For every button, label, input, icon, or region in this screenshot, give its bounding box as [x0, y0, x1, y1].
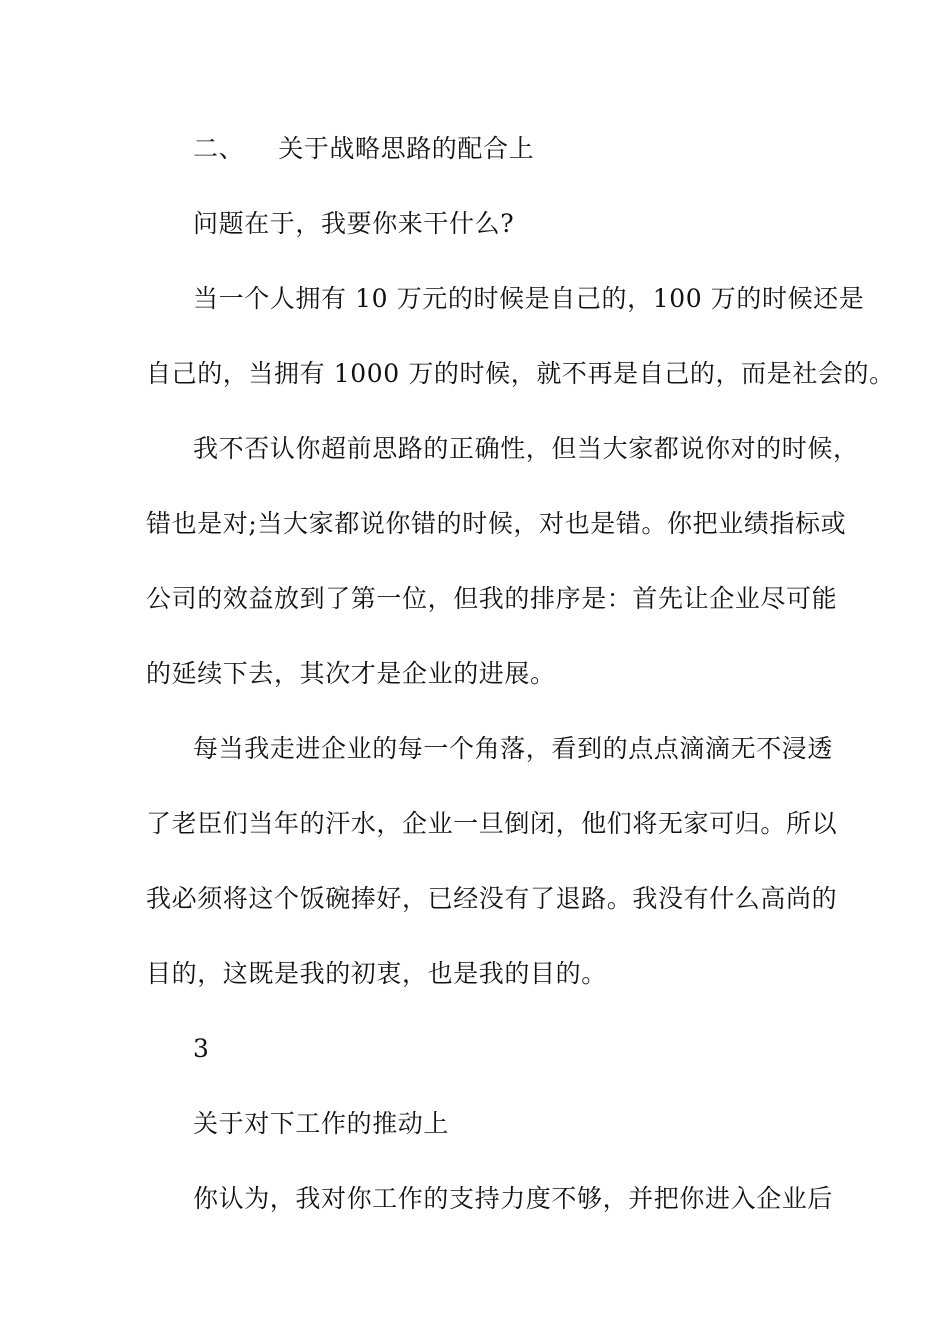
paragraph-line: 我必须将这个饭碗捧好，已经没有了退路。我没有什么高尚的: [146, 884, 838, 913]
paragraph-line: 当一个人拥有 10 万元的时候是自己的，100 万的时候还是: [193, 284, 865, 313]
section-heading: [193, 133, 534, 165]
paragraph-line: 每当我走进企业的每一个角落，看到的点点滴滴无不浸透: [193, 734, 834, 763]
paragraph-line: 的延续下去，其次才是企业的进展。: [146, 659, 556, 688]
section-title: 关于战略思路的配合上: [278, 134, 535, 163]
paragraph-line: 了老臣们当年的汗水，企业一旦倒闭，他们将无家可归。所以: [146, 809, 838, 838]
paragraph-line: 我不否认你超前思路的正确性，但当大家都说你对的时候，: [193, 434, 859, 463]
paragraph-line: 错也是对;当大家都说你错的时候，对也是错。你把业绩指标或: [146, 509, 847, 538]
section-number: 二、: [193, 134, 245, 163]
subsection-heading: 关于对下工作的推动上: [193, 1109, 450, 1138]
section-number-line: 3: [193, 1034, 210, 1063]
paragraph-line: 目的，这既是我的初衷，也是我的目的。: [146, 959, 607, 988]
paragraph-line: 自己的，当拥有 1000 万的时候，就不再是自己的，而是社会的。: [146, 359, 895, 388]
paragraph-line: 你认为，我对你工作的支持力度不够，并把你进入企业后: [193, 1184, 834, 1213]
paragraph-line: 问题在于，我要你来干什么?: [193, 209, 515, 238]
paragraph-line: 公司的效益放到了第一位，但我的排序是：首先让企业尽可能: [146, 584, 838, 613]
